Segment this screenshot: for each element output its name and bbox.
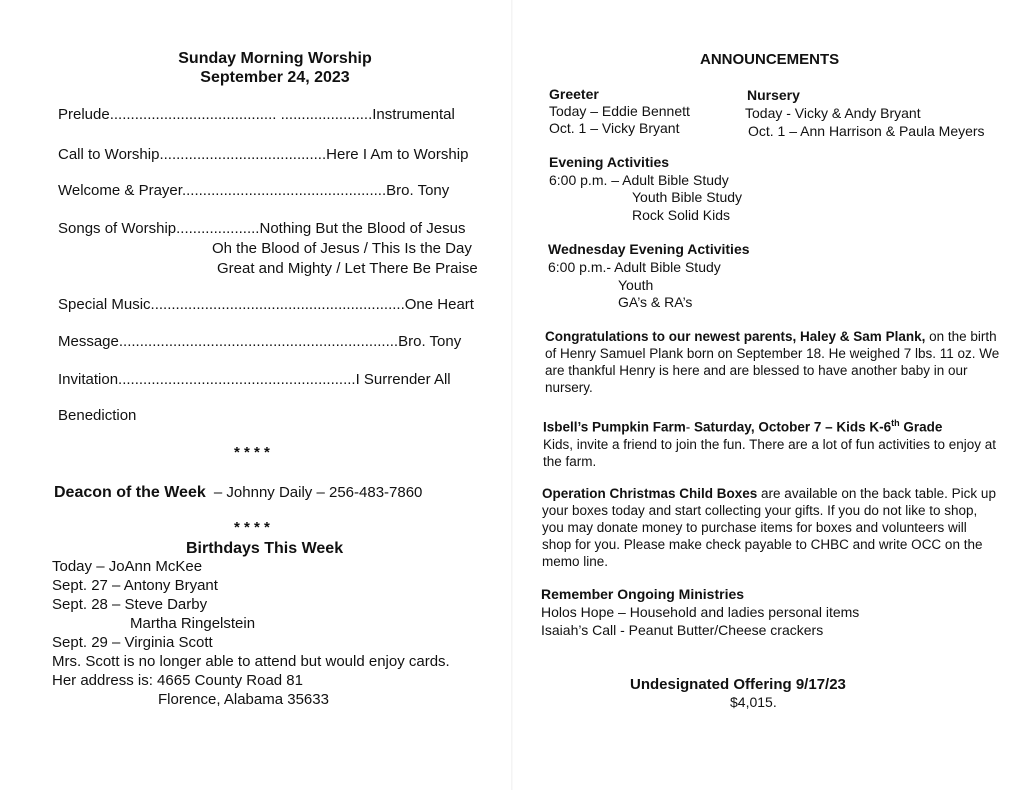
deacon-label: Deacon of the Week bbox=[54, 484, 206, 501]
ongoing-line: Holos Hope – Household and ladies personal items bbox=[541, 604, 860, 620]
pumpkin-paragraph bbox=[543, 415, 1003, 470]
wednesday-line: Youth bbox=[618, 277, 654, 293]
congrats-paragraph bbox=[545, 328, 1000, 396]
birthday-line: Sept. 28 – Steve Darby bbox=[52, 596, 208, 613]
ongoing-title: Remember Ongoing Ministries bbox=[541, 586, 745, 602]
congrats-heading: Congratulations to our newest parents, Haley & Sam Plank, bbox=[545, 329, 926, 344]
nursery-line: Today - Vicky & Andy Bryant bbox=[745, 105, 921, 121]
right-page bbox=[512, 0, 1024, 790]
order-row-call-to-worship: Call to Worship........................................Here I Am to Worship bbox=[58, 146, 469, 163]
birthday-line: Sept. 29 – Virginia Scott bbox=[52, 634, 213, 651]
wednesday-line: GA’s & RA’s bbox=[618, 294, 693, 310]
deacon-value: – Johnny Daily – 256-483-7860 bbox=[213, 484, 423, 501]
pumpkin-grade: Grade bbox=[899, 419, 943, 435]
wednesday-title: Wednesday Evening Activities bbox=[548, 241, 750, 257]
evening-line: Youth Bible Study bbox=[632, 189, 743, 205]
occ-paragraph bbox=[542, 485, 997, 570]
birthday-line: Today – JoAnn McKee bbox=[52, 558, 203, 575]
order-row-songs: Songs of Worship....................Nothing But the Blood of Jesus bbox=[58, 220, 466, 237]
greeter-title: Greeter bbox=[549, 86, 599, 102]
deacon-of-week bbox=[54, 484, 422, 502]
evening-title: Evening Activities bbox=[549, 154, 670, 170]
occ-text: are available on the back table. Pick up your boxes today and start collecting your gifts. If you do not like to shop, you may donate money to purchase items for boxes and volunteers will shop for you. Please make check payable to CHBC and write OCC on the memo line. bbox=[542, 486, 996, 569]
stars-divider: * * * * bbox=[234, 444, 270, 461]
greeter-line: Oct. 1 – Vicky Bryant bbox=[549, 120, 680, 136]
worship-title: Sunday Morning Worship bbox=[178, 50, 372, 67]
birthday-line: Martha Ringelstein bbox=[130, 615, 256, 632]
order-row-special-music: Special Music.............................................................One Heart bbox=[58, 296, 474, 313]
benediction: Benediction bbox=[58, 407, 137, 424]
birthday-line: Sept. 27 – Antony Bryant bbox=[52, 577, 218, 594]
pumpkin-sup: th bbox=[891, 418, 900, 428]
birthdays-title: Birthdays This Week bbox=[186, 540, 344, 557]
congrats-text: on the birth of Henry Samuel Plank born on September 18. He weighed 7 lbs. 11 oz. We are thankful Henry is here and are blessed to have another baby in our nursery. bbox=[545, 329, 1000, 395]
songs-line-3: Great and Mighty / Let There Be Praise bbox=[217, 260, 478, 277]
order-row-prelude: Prelude........................................ ......................Instrumental bbox=[58, 106, 455, 123]
order-row-message: Message...................................................................Bro. Tony bbox=[58, 333, 462, 350]
order-row-invitation: Invitation.........................................................I Surrender All bbox=[58, 371, 451, 388]
pumpkin-heading: Isbell’s Pumpkin Farm bbox=[543, 419, 686, 435]
pumpkin-date: Saturday, October 7 – Kids K-6 bbox=[694, 419, 892, 435]
offering-label: Undesignated Offering 9/17/23 bbox=[630, 676, 846, 693]
greeter-line: Today – Eddie Bennett bbox=[549, 103, 690, 119]
birthday-note: Mrs. Scott is no longer able to attend but would enjoy cards. bbox=[52, 653, 450, 670]
announcements-title: ANNOUNCEMENTS bbox=[700, 51, 840, 68]
evening-time: 6:00 p.m. – Adult Bible Study bbox=[549, 172, 729, 188]
songs-line-2: Oh the Blood of Jesus / This Is the Day bbox=[212, 240, 472, 257]
order-row-welcome: Welcome & Prayer.................................................Bro. Tony bbox=[58, 182, 450, 199]
nursery-line: Oct. 1 – Ann Harrison & Paula Meyers bbox=[748, 123, 985, 139]
ongoing-line: Isaiah’s Call - Peanut Butter/Cheese crackers bbox=[541, 622, 824, 638]
occ-heading: Operation Christmas Child Boxes bbox=[542, 486, 758, 501]
stars-divider-2: * * * * bbox=[234, 519, 270, 536]
birthday-address: Her address is: 4665 County Road 81 bbox=[52, 672, 303, 689]
wednesday-time: 6:00 p.m.- Adult Bible Study bbox=[548, 259, 721, 275]
birthday-address-city: Florence, Alabama 35633 bbox=[158, 691, 329, 708]
worship-date: September 24, 2023 bbox=[200, 69, 350, 86]
pumpkin-text: Kids, invite a friend to join the fun. There are a lot of fun activities to enjoy at the farm. bbox=[543, 436, 997, 469]
offering-value: $4,015. bbox=[730, 694, 777, 710]
pumpkin-dash: - bbox=[685, 419, 695, 435]
evening-line: Rock Solid Kids bbox=[632, 207, 731, 223]
nursery-title: Nursery bbox=[747, 87, 800, 103]
